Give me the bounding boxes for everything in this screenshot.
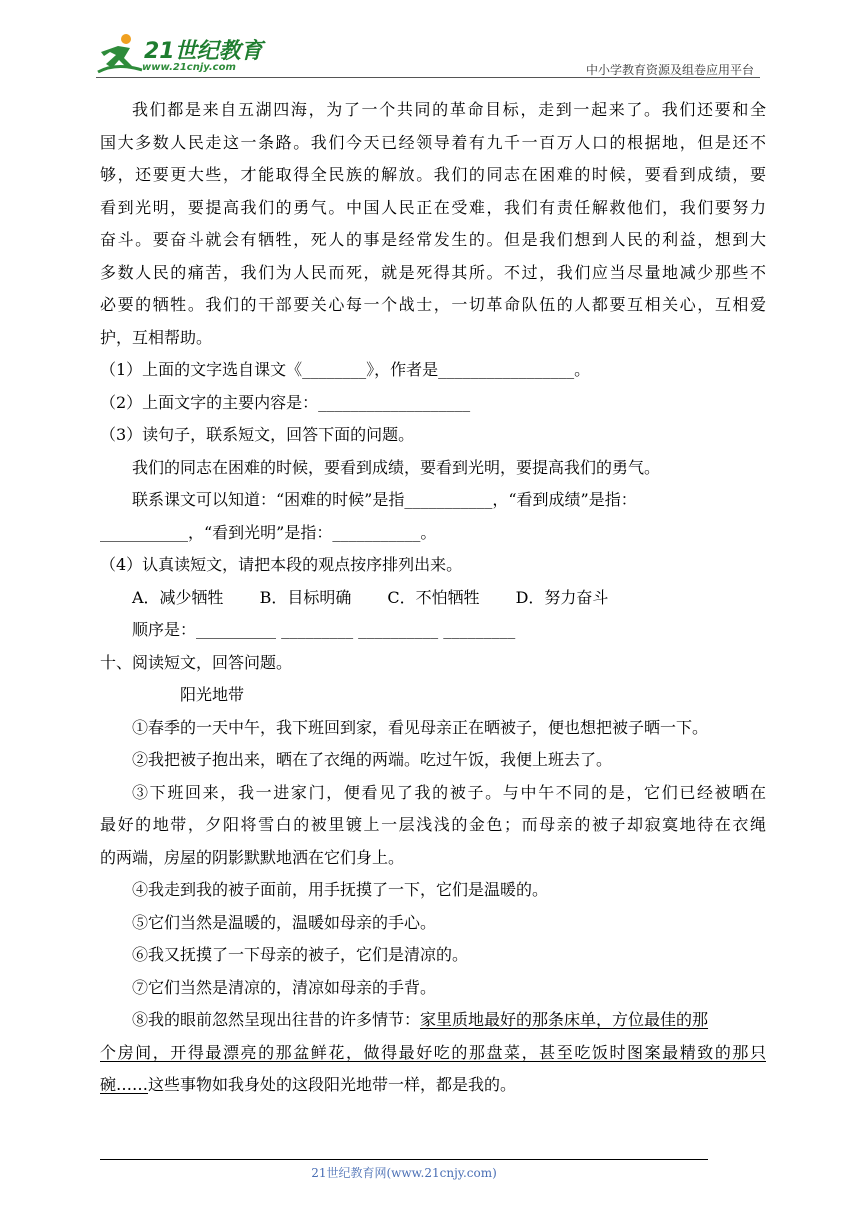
section-heading: 十、阅读短文，回答问题。 [100, 652, 293, 672]
document-body [100, 94, 766, 1102]
passage-line: 奋斗。要奋斗就会有牺牲，死人的事是经常发生的。但是我们想到人民的利益，想到大 [100, 230, 766, 249]
passage-line: 护，互相帮助。 [100, 327, 213, 347]
option-a: A．减少牺牲 [132, 587, 224, 607]
article-paragraph: 的两端，房屋的阴影默默地洒在它们身上。 [100, 847, 405, 867]
passage-line: 我们都是来自五湖四海，为了一个共同的革命目标，走到一起来了。我们还要和全 [132, 100, 766, 119]
question-3-line2: ___________，“看到光明”是指：___________。 [100, 522, 437, 542]
passage-line: 国大多数人民走这一条路。我们今天已经领导着有九千一百万人口的根据地，但是还不 [100, 132, 766, 152]
underlined-text: 碗…… [100, 1075, 149, 1094]
question-2: （2）上面文字的主要内容是：___________________ [100, 392, 471, 412]
question-3-line1: 联系课文可以知道：“困难的时候”是指___________，“看到成绩”是指： [132, 490, 637, 509]
logo-url: www.21cnjy.com [142, 62, 236, 73]
option-c: C．不怕牺牲 [387, 587, 480, 607]
article-paragraph: ①春季的一天中午，我下班回到家，看见母亲正在晒被子，便也想把被子晒一下。 [132, 717, 709, 737]
article-paragraph: ⑤它们当然是温暖的，温暖如母亲的手心。 [132, 912, 437, 932]
question-4-order: 顺序是：__________ _________ __________ _________ [132, 620, 516, 639]
runner-logo-icon [96, 32, 148, 76]
underlined-text: 个房间，开得最漂亮的那盆鲜花，做得最好吃的那盘菜，甚至吃饭时图案最精致的那只 [100, 1042, 766, 1062]
question-4: （4）认真读短文，请把本段的观点按序排列出来。 [100, 555, 463, 574]
underlined-text: 家里质地最好的那条床单，方位最佳的那 [420, 1010, 709, 1029]
article-title: 阳光地带 [180, 685, 245, 704]
article-paragraph: ②我把被子抱出来，晒在了衣绳的两端。吃过午饭，我便上班去了。 [132, 750, 613, 769]
article-paragraph: ⑦它们当然是清凉的，清凉如母亲的手背。 [132, 977, 437, 997]
question-3: （3）读句子，联系短文，回答下面的问题。 [100, 425, 415, 444]
page-header [96, 28, 760, 80]
question-4-options [100, 582, 766, 615]
article-paragraph: ⑥我又抚摸了一下母亲的被子，它们是清凉的。 [132, 945, 469, 964]
passage-line: 够，还要更大些，才能取得全民族的解放。我们的同志在困难的时候，要看到成绩，要 [100, 165, 766, 184]
logo [96, 32, 266, 76]
footer-divider [100, 1159, 708, 1160]
platform-label: 中小学教育资源及组卷应用平台 [585, 63, 754, 77]
paragraph-8-suffix: 这些事物如我身处的这段阳光地带一样，都是我的。 [148, 1075, 517, 1094]
passage-line: 看到光明，要提高我们的勇气。中国人民正在受难，我们有责任解救他们，我们要努力 [100, 197, 766, 217]
article-paragraph: ③下班回来，我一进家门，便看见了我的被子。与中午不同的是，它们已经被晒在 [132, 782, 766, 802]
question-3-sentence: 我们的同志在困难的时候，要看到成绩，要看到光明，要提高我们的勇气。 [132, 457, 661, 477]
article-paragraph: 最好的地带，夕阳将雪白的被里镀上一层浅浅的金色；而母亲的被子却寂寞地待在衣绳 [100, 815, 766, 834]
article-paragraph-8 [100, 1004, 766, 1037]
article-paragraph-8 [100, 1069, 766, 1102]
article-paragraph: ④我走到我的被子面前，用手抚摸了一下，它们是温暖的。 [132, 880, 549, 899]
article-paragraph-8 [100, 1037, 766, 1070]
passage-line: 必要的牺牲。我们的干部要关心每一个战士，一切革命队伍的人都要互相关心，互相爱 [100, 295, 766, 314]
option-b: B．目标明确 [259, 587, 352, 607]
logo-text: 21世纪教育 [144, 39, 263, 64]
header-divider [96, 77, 760, 78]
paragraph-8-prefix: ⑧我的眼前忽然呈现出往昔的许多情节： [132, 1010, 421, 1029]
passage-line: 多数人民的痛苦，我们为人民而死，就是死得其所。不过，我们应当尽量地减少那些不 [100, 262, 766, 282]
question-1: （1）上面的文字选自课文《________》，作者是_________________。 [100, 360, 591, 379]
option-d: D．努力奋斗 [515, 587, 609, 607]
page-footer: 21世纪教育网(www.21cnjy.com) [311, 1166, 497, 1180]
